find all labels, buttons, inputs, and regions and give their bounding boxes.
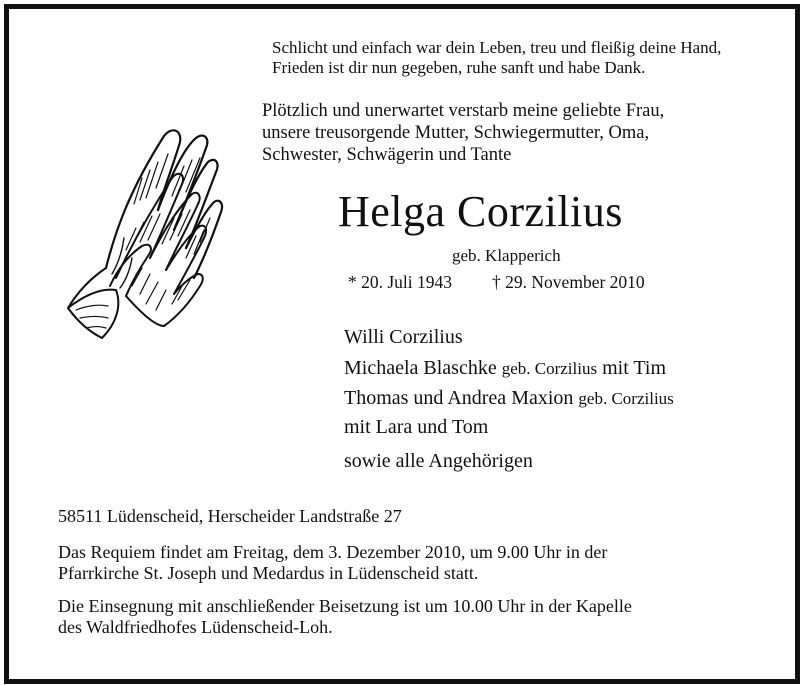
verse [272,38,721,78]
life-dates [348,272,645,293]
intro-line: unsere treusorgende Mutter, Schwiegermutter, Oma, [262,123,650,143]
burial-notice [58,596,632,638]
mourner-birth-name: geb. Corzilius [501,359,598,378]
burial-line: des Waldfriedhofes Lüdenscheid-Loh. [58,617,333,637]
verse-line: Frieden ist dir nun gegeben, ruhe sanft und habe Dank. [272,58,646,77]
mourner: sowie alle Angehörigen [344,450,533,472]
mourner [344,384,674,413]
mourner [344,353,674,384]
requiem-notice [58,542,607,584]
requiem-line: Pfarrkirche St. Joseph und Medardus in Lüdenscheid statt. [58,563,479,583]
mourners-list [344,322,674,477]
mourner-name: Michaela Blaschke [344,357,497,379]
intro-line: Plötzlich und unerwartet verstarb meine geliebte Frau, [262,101,665,121]
mourner-children: mit Lara und Tom [344,416,489,438]
mourner-birth-name: geb. Corzilius [578,389,674,408]
mourner-children: mit Tim [602,357,667,379]
address: 58511 Lüdenscheid, Herscheider Landstraße 27 [58,506,402,526]
birth-date: * 20. Juli 1943 [348,272,453,292]
mourner: Willi Corzilius [344,326,463,348]
burial-line: Die Einsegnung mit anschließender Beisetzung ist um 10.00 Uhr in der Kapelle [58,596,632,616]
mourner-name: Thomas und Andrea Maxion [344,387,574,409]
praying-hands-icon [46,118,242,350]
birth-name: geb. Klapperich [452,246,561,265]
intro-text [262,100,664,166]
intro-line: Schwester, Schwägerin und Tante [262,145,512,165]
requiem-line: Das Requiem findet am Freitag, dem 3. Dezember 2010, um 9.00 Uhr in der [58,542,608,562]
death-date: † 29. November 2010 [492,272,645,292]
verse-line: Schlicht und einfach war dein Leben, treu und fleißig deine Hand, [272,38,722,57]
deceased-name: Helga Corzilius [338,187,623,236]
